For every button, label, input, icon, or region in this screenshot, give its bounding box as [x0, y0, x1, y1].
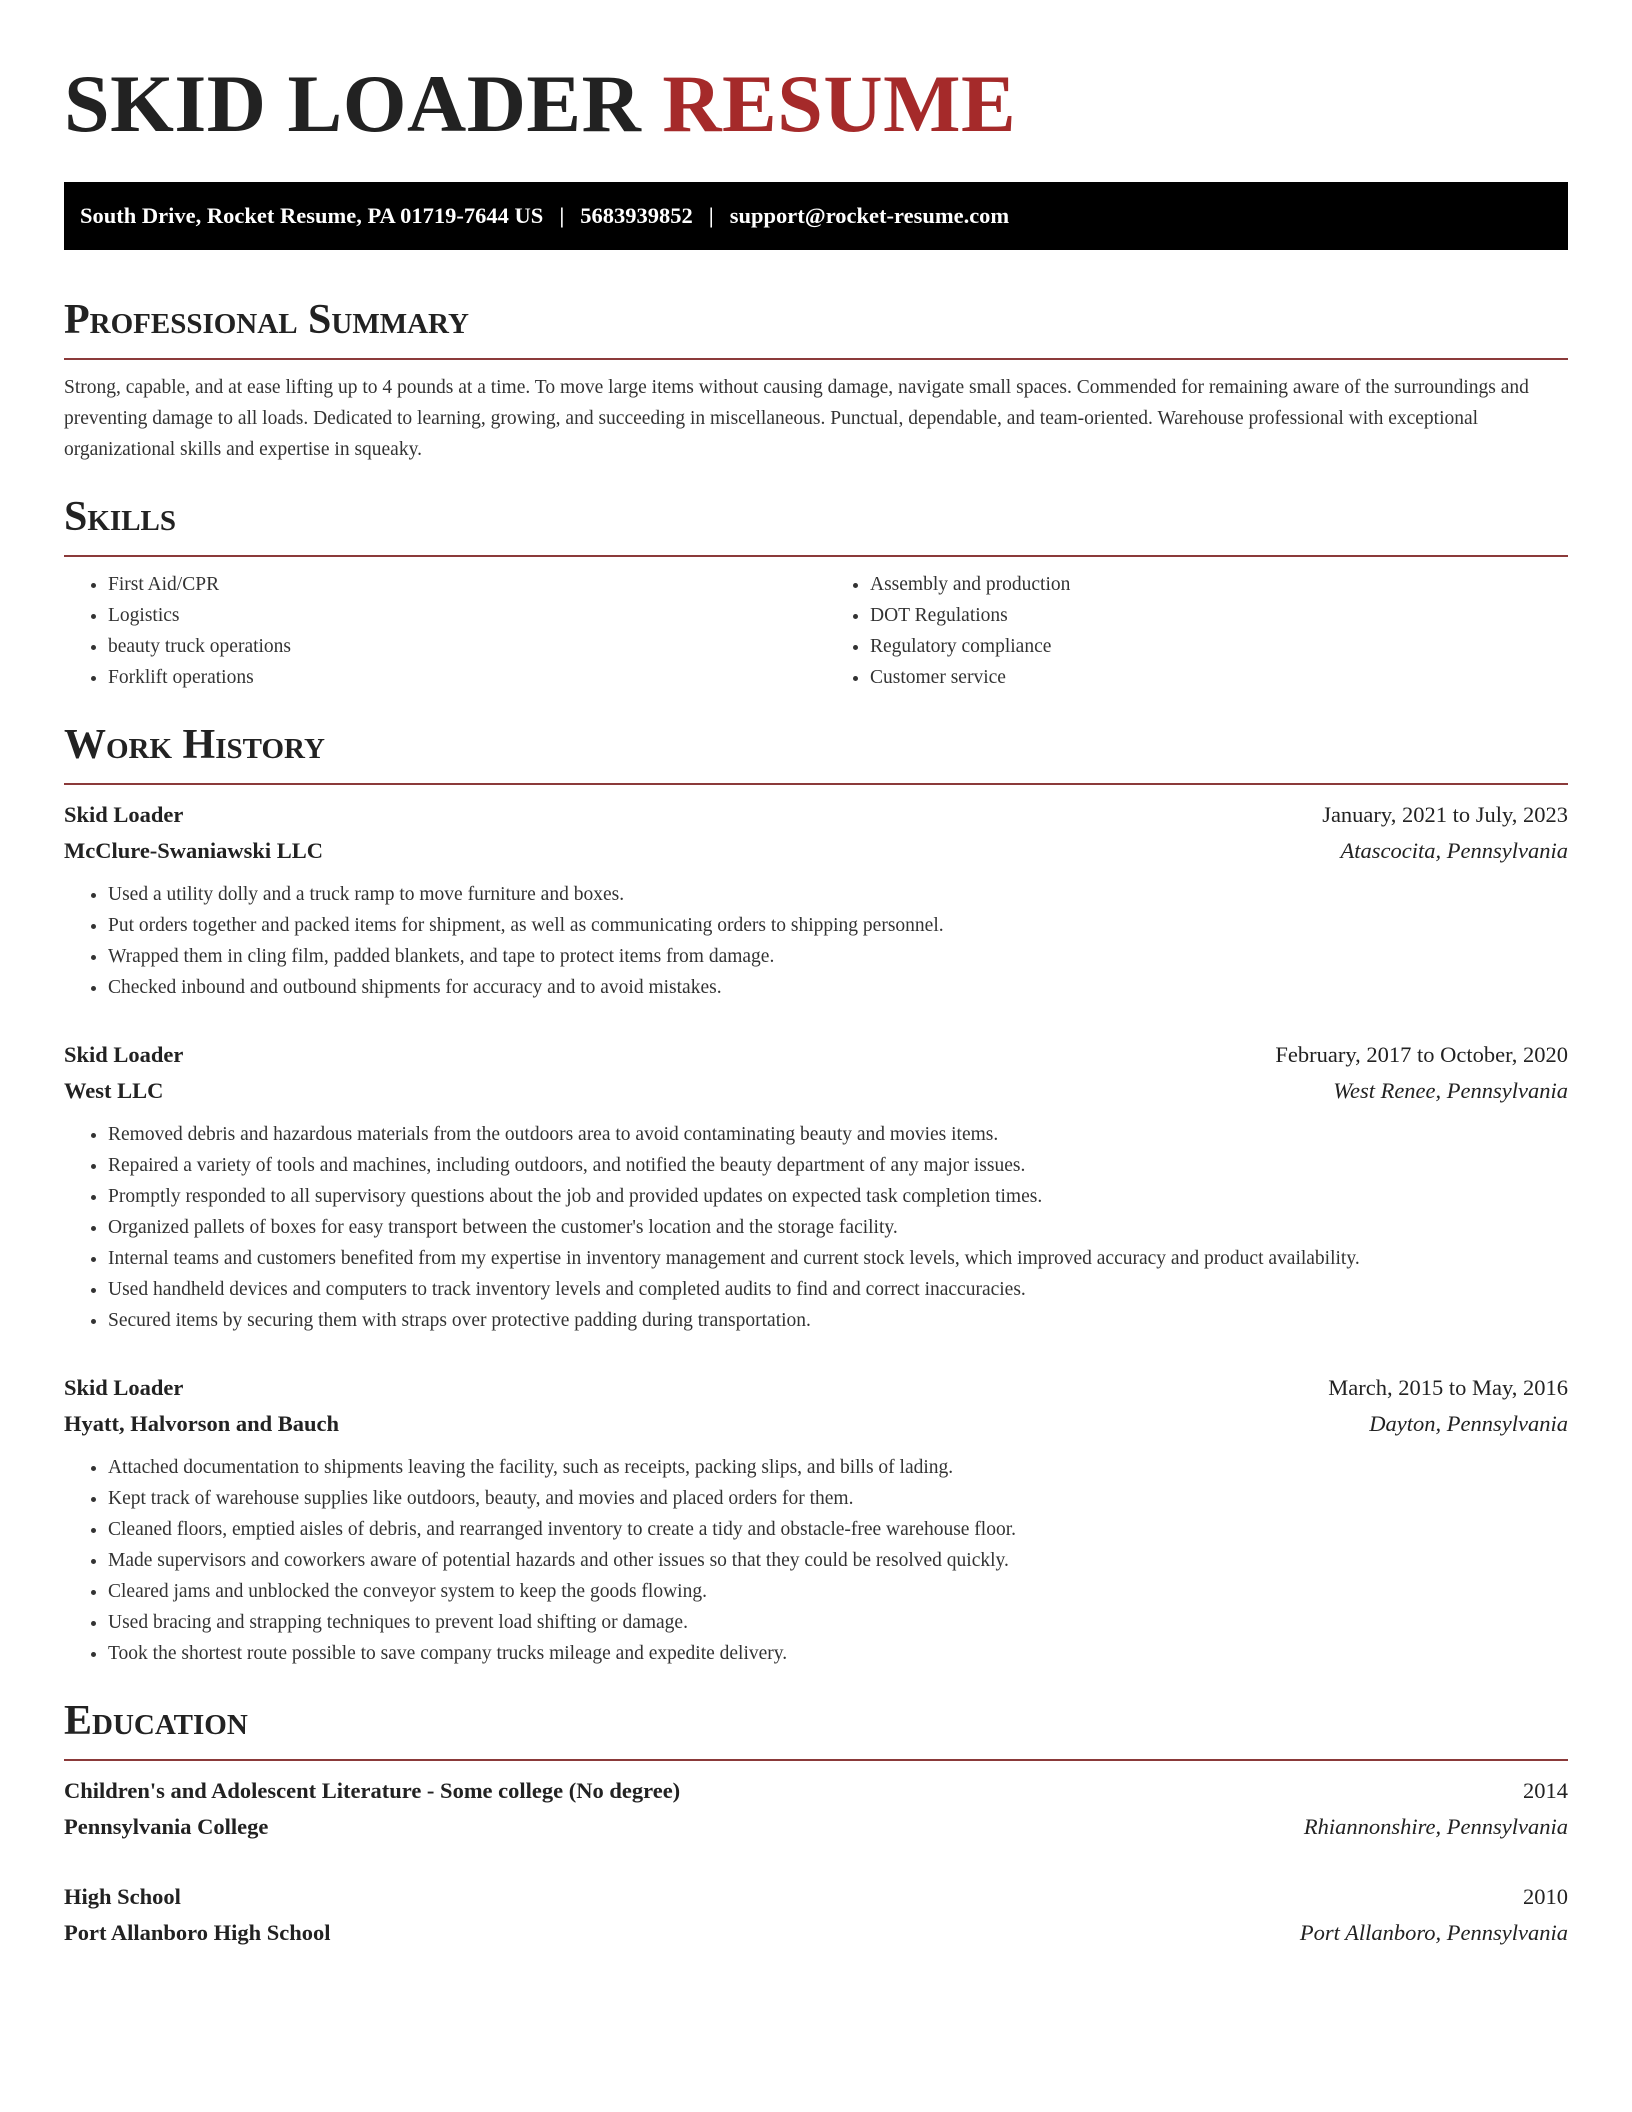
job-bullet: • Wrapped them in cling film, padded blankets, and tape to protect items from damage.	[108, 941, 1568, 972]
skill-item: • DOT Regulations	[870, 600, 1568, 631]
education-year: 2010	[1523, 1884, 1568, 1909]
skill-item: • Assembly and production	[870, 569, 1568, 600]
contact-phone: 5683939852	[580, 203, 693, 228]
job-header-row	[64, 1037, 1568, 1073]
job-entry	[64, 797, 1568, 1003]
job-header-row	[64, 797, 1568, 833]
education-school-row	[64, 1809, 1568, 1845]
education-degree-row	[64, 1879, 1568, 1915]
job-company-row	[64, 1073, 1568, 1109]
skills-grid	[64, 569, 1568, 693]
skill-item: • First Aid/CPR	[108, 569, 806, 600]
education-degree-row	[64, 1773, 1568, 1809]
job-bullet: • Attached documentation to shipments leaving the facility, such as receipts, packing slips, and bills of lading.	[108, 1452, 1568, 1483]
summary-heading: Professional Summary	[64, 297, 469, 343]
job-company: Hyatt, Halvorson and Bauch	[64, 1411, 340, 1436]
job-location: West Renee, Pennsylvania	[1333, 1078, 1568, 1103]
work-section	[64, 719, 1568, 1669]
job-bullets	[64, 1119, 1568, 1336]
job-bullet: • Removed debris and hazardous materials from the outdoors area to avoid contaminating beauty and movies items.	[108, 1119, 1568, 1150]
contact-bar	[64, 182, 1568, 250]
job-bullet: • Kept track of warehouse supplies like outdoors, beauty, and movies and placed orders for them.	[108, 1483, 1568, 1514]
summary-section	[64, 294, 1568, 465]
contact-separator: |	[708, 203, 714, 228]
job-bullet: • Made supervisors and coworkers aware of potential hazards and other issues so that they could be resolved quickly.	[108, 1545, 1568, 1576]
job-company-row	[64, 833, 1568, 869]
job-bullet: • Repaired a variety of tools and machines, including outdoors, and notified the beauty department of any major issues.	[108, 1150, 1568, 1181]
skills-list-right	[826, 569, 1568, 693]
education-entry	[64, 1773, 1568, 1845]
job-bullets	[64, 879, 1568, 1003]
skills-heading: Skills	[64, 494, 177, 540]
contact-address: South Drive, Rocket Resume, PA 01719-7644 US	[80, 203, 544, 228]
job-entry	[64, 1370, 1568, 1669]
skill-item: • beauty truck operations	[108, 631, 806, 662]
job-bullet: • Checked inbound and outbound shipments for accuracy and to avoid mistakes.	[108, 972, 1568, 1003]
skill-item: • Logistics	[108, 600, 806, 631]
title-main: SKID LOADER	[64, 58, 642, 149]
job-title: Skid Loader	[64, 1042, 184, 1067]
job-bullet: • Secured items by securing them with straps over protective padding during transportation.	[108, 1305, 1568, 1336]
job-location: Atascocita, Pennsylvania	[1340, 838, 1568, 863]
work-heading: Work History	[64, 722, 325, 768]
skill-item: • Customer service	[870, 662, 1568, 693]
section-divider	[64, 555, 1568, 557]
job-entry	[64, 1037, 1568, 1336]
job-bullet: • Cleaned floors, emptied aisles of debris, and rearranged inventory to create a tidy and obstacle-free warehouse floor.	[108, 1514, 1568, 1545]
job-bullet: • Organized pallets of boxes for easy transport between the customer's location and the storage facility.	[108, 1212, 1568, 1243]
job-dates: February, 2017 to October, 2020	[1275, 1042, 1568, 1067]
education-degree: Children's and Adolescent Literature - Some college (No degree)	[64, 1778, 681, 1803]
education-heading: Education	[64, 1698, 248, 1744]
education-year: 2014	[1523, 1778, 1568, 1803]
job-bullet: • Internal teams and customers benefited from my expertise in inventory management and current stock levels, which improved accuracy and product availability.	[108, 1243, 1568, 1274]
job-location: Dayton, Pennsylvania	[1369, 1411, 1568, 1436]
section-divider	[64, 1759, 1568, 1761]
education-school: Port Allanboro High School	[64, 1920, 331, 1945]
job-bullet: • Used a utility dolly and a truck ramp to move furniture and boxes.	[108, 879, 1568, 910]
job-dates: March, 2015 to May, 2016	[1328, 1375, 1568, 1400]
contact-email[interactable]: support@rocket-resume.com	[729, 203, 1010, 228]
job-bullets	[64, 1452, 1568, 1669]
summary-text: Strong, capable, and at ease lifting up to 4 pounds at a time. To move large items without causing damage, navigate small spaces. Commended for remaining aware of the surroundings and preventing damage to all loads. Dedicated to learning, growing, and succeeding in miscellaneous. Punctual, dependable, and team-oriented. Warehouse professional with exceptional organizational skills and expertise in squeaky.	[64, 377, 1529, 460]
job-bullet: • Used handheld devices and computers to track inventory levels and completed audits to find and correct inaccuracies.	[108, 1274, 1568, 1305]
job-company: West LLC	[64, 1078, 164, 1103]
job-bullet: • Put orders together and packed items for shipment, as well as communicating orders to shipping personnel.	[108, 910, 1568, 941]
education-location: Rhiannonshire, Pennsylvania	[1303, 1814, 1568, 1839]
education-school: Pennsylvania College	[64, 1814, 269, 1839]
education-school-row	[64, 1915, 1568, 1951]
title-accent: RESUME	[662, 58, 1017, 149]
job-title: Skid Loader	[64, 802, 184, 827]
skill-item: • Forklift operations	[108, 662, 806, 693]
education-location: Port Allanboro, Pennsylvania	[1299, 1920, 1568, 1945]
education-entry	[64, 1879, 1568, 1951]
section-divider	[64, 783, 1568, 785]
job-company: McClure-Swaniawski LLC	[64, 838, 323, 863]
job-bullet: • Cleared jams and unblocked the conveyor system to keep the goods flowing.	[108, 1576, 1568, 1607]
skill-item: • Regulatory compliance	[870, 631, 1568, 662]
job-company-row	[64, 1406, 1568, 1442]
job-bullet: • Used bracing and strapping techniques to prevent load shifting or damage.	[108, 1607, 1568, 1638]
job-header-row	[64, 1370, 1568, 1406]
job-dates: January, 2021 to July, 2023	[1322, 802, 1568, 827]
job-bullet: • Took the shortest route possible to save company trucks mileage and expedite delivery.	[108, 1638, 1568, 1669]
job-bullet: • Promptly responded to all supervisory questions about the job and provided updates on expected task completion times.	[108, 1181, 1568, 1212]
skills-list-left	[64, 569, 806, 693]
contact-separator: |	[559, 203, 565, 228]
education-section	[64, 1695, 1568, 1951]
job-title: Skid Loader	[64, 1375, 184, 1400]
skills-section	[64, 491, 1568, 693]
education-degree: High School	[64, 1884, 181, 1909]
resume-title	[64, 56, 1568, 152]
section-divider	[64, 358, 1568, 360]
